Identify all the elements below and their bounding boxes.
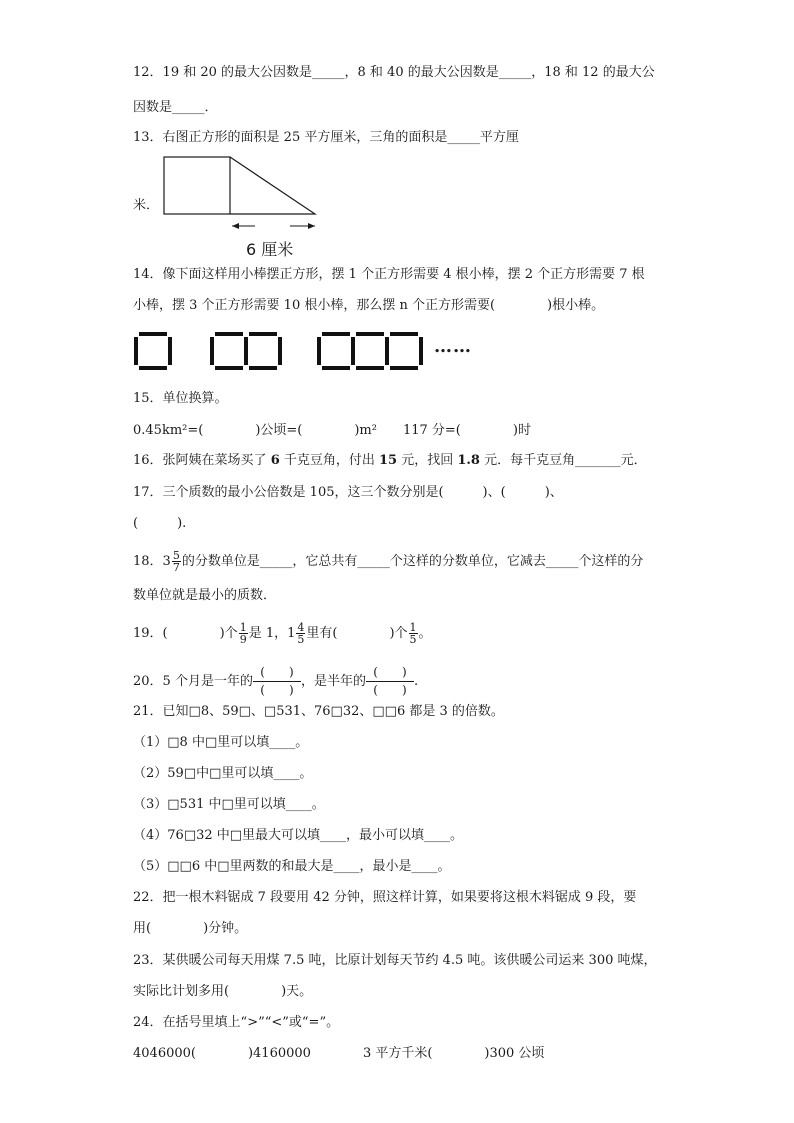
q20-f1-num: ( ) — [253, 664, 301, 682]
q18-suffix: 的分数单位是_____，它总共有_____个这样的分数单位，它减去_____个这样的分 — [181, 554, 644, 569]
q18-line1 — [133, 550, 643, 573]
q18-whole: 3 — [162, 554, 171, 569]
q21-item-3: （3）□531 中□里可以填____。 — [133, 797, 325, 812]
q21-item-2: （2）59□中□里可以填____。 — [133, 766, 313, 781]
q21-title: 21．已知□8、59□、□531、76□32、□□6 都是 3 的倍数。 — [133, 704, 504, 719]
q17-line1: 17．三个质数的最小公倍数是 105，这三个数分别是( )、( )、 — [133, 485, 563, 500]
q19-fraction-1 — [239, 622, 248, 645]
q13-line1: 13．右图正方形的面积是 25 平方厘米，三角的面积是_____平方厘 — [133, 130, 519, 145]
q18-num: 5 — [172, 549, 180, 562]
continuation-ellipsis: …… — [434, 336, 472, 357]
q15-title: 15．单位换算。 — [133, 391, 228, 406]
q19-f1-num: 1 — [239, 621, 247, 634]
q13-line2: 米． — [133, 198, 160, 213]
q24-title: 24．在括号里填上“>”“<”或“=”。 — [133, 1015, 340, 1030]
q16-suffix: 元．每千克豆角_______元． — [479, 453, 647, 468]
q14-line1: 14．像下面这样用小棒摆正方形，摆 1 个正方形需要 4 根小棒，摆 2 个正方形需要 7 根 — [133, 267, 645, 282]
q12-line1: 12．19 和 20 的最大公因数是_____，8 和 40 的最大公因数是_____，18 和 12 的最大公 — [133, 65, 655, 80]
q18-fraction — [172, 550, 181, 573]
q19-suffix: 。 — [418, 626, 432, 641]
q20-suffix: . — [413, 674, 419, 689]
q19-mid2: 里有( )个 — [306, 626, 408, 641]
q21-item-5: （5）□□6 中□里两数的和最大是____，最小是____。 — [133, 859, 451, 874]
square-triangle-figure — [160, 152, 330, 262]
q20-f2-den: ( ) — [373, 683, 407, 697]
q20-line — [133, 664, 418, 699]
q20-f1-den: ( ) — [260, 683, 294, 697]
q19-f3-num: 1 — [409, 621, 417, 634]
q20-mid: ，是半年的 — [300, 674, 366, 689]
q20-fraction-1 — [253, 664, 301, 699]
q16-line — [133, 452, 647, 470]
q24-line2: 4046000( )4160000 3 平方千米( )300 公顷 — [133, 1046, 545, 1061]
q16-mid2: 元，找回 — [397, 453, 458, 468]
q16-mid1: 千克豆角，付出 — [279, 453, 379, 468]
q23-line2: 实际比计划多用( )天。 — [133, 984, 313, 999]
square-shape — [164, 157, 230, 214]
q21-item-4: （4）76□32 中□里最大可以填____，最小可以填____。 — [133, 828, 464, 843]
q19-prefix: 19．( )个 — [133, 626, 238, 641]
q19-f3-den: 5 — [409, 633, 417, 646]
q21-item-1: （1）□8 中□里可以填____。 — [133, 735, 309, 750]
q16-change: 1.8 — [457, 453, 480, 468]
q19-mid: 是 1， — [248, 626, 288, 641]
q19-fraction-3 — [409, 622, 418, 645]
q16-paid: 15 — [379, 453, 398, 468]
q20-f2-num: ( ) — [366, 664, 414, 682]
stick-squares-2 — [207, 331, 283, 371]
q20-fraction-2 — [366, 664, 414, 699]
q19-line — [133, 622, 432, 645]
q15-line2: 0.45km²=( )公顷=( )m² 117 分=( )时 — [133, 423, 531, 438]
q18-den: 7 — [172, 561, 180, 574]
q23-line1: 23．某供暖公司每天用煤 7.5 吨，比原计划每天节约 4.5 吨。该供暖公司运来 300 吨煤， — [133, 953, 657, 968]
q12-line2: 因数是_____． — [133, 100, 218, 115]
q18-line2: 数单位就是最小的质数． — [133, 588, 277, 603]
q19-f2-den: 5 — [297, 633, 305, 646]
q16-prefix: 16．张阿姨在菜场买了 — [133, 453, 271, 468]
q19-whole: 1 — [287, 626, 296, 641]
q22-line2: 用( )分钟。 — [133, 921, 248, 936]
figure-label-6cm: 6 厘米 — [246, 240, 294, 259]
q22-line1: 22．把一根木料锯成 7 段要用 42 分钟，照这样计算，如果要将这根木料锯成 9 段，要 — [133, 890, 637, 905]
stick-squares-3 — [314, 331, 424, 371]
q16-kg: 6 — [270, 453, 280, 468]
triangle-shape — [230, 157, 315, 214]
q19-fraction-2 — [296, 622, 305, 645]
q18-prefix: 18． — [133, 554, 163, 569]
q20-prefix: 20．5 个月是一年的 — [133, 674, 253, 689]
q19-f2-num: 4 — [297, 621, 305, 634]
q19-f1-den: 9 — [239, 633, 247, 646]
q14-line2: 小棒，摆 3 个正方形需要 10 根小棒，那么摆 n 个正方形需要( )根小棒。 — [133, 298, 605, 313]
stick-squares-1 — [131, 331, 175, 371]
q17-line2: ( ). — [133, 516, 187, 531]
